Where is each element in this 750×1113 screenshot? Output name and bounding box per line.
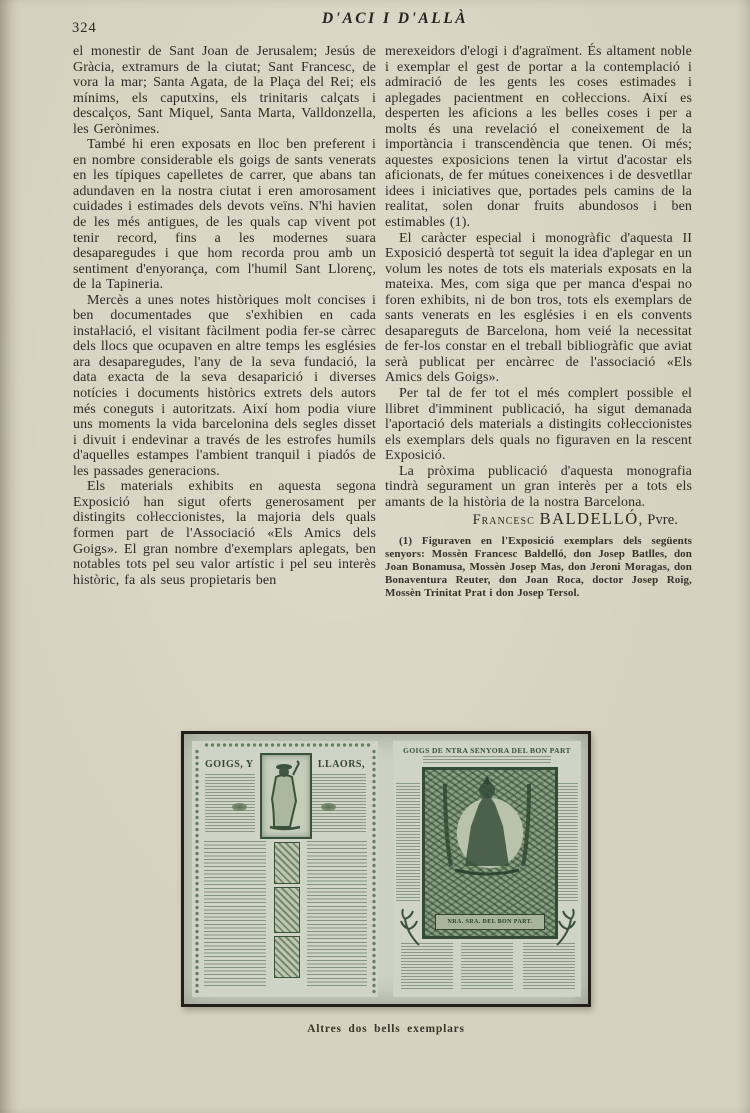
goigs-sheet-right — [393, 741, 581, 997]
author-surname: BALDELLÓ — [539, 509, 639, 529]
journal-title: D'ACI I D'ALLÀ — [321, 10, 469, 27]
goigs-left-title-part2: LLAORS, — [317, 759, 365, 770]
author-signature — [385, 511, 692, 529]
goigs-right-verse-column — [401, 943, 453, 989]
author-first-name: Francesc — [472, 512, 535, 529]
virgin-figure-icon — [425, 774, 549, 914]
text-column-left — [73, 44, 376, 588]
saint-woodcut — [260, 753, 312, 839]
goigs-left-verse-column — [307, 841, 367, 987]
goigs-left-title-part1: GOIGS, Y — [205, 759, 254, 770]
goigs-right-side-text — [396, 783, 420, 901]
virgin-woodcut — [422, 767, 558, 939]
sprig-ornament-icon — [397, 907, 423, 947]
paragraph: el monestir de Sant Joan de Jerusalem; Jesús de Gràcia, extramurs de la ciutat; Sant Francesc, de vora la mar; Santa Agata, de la Plaça del Rei; els mínims, els caputxins, els trinitaris calçats i descalços, Sant Miquel, Santa Marta, Valldonzella, les Gerònimes. — [73, 44, 376, 137]
figure-photo-frame — [181, 731, 591, 1007]
paragraph: El caràcter especial i monogràfic d'aquesta II Exposició despertà tot seguit la idea d'aplegar en un volum les notes de tots els materials exposats en la mateixa. Mes, com siga que per manca d'espai no foren exhibits, ni de bon tros, tots els exemplars de sants venerats en les esglésies i en els convents desapareguts de Barcelona, hom veié la necessitat de fer-los constar en el treball bibliogràfic que aviat serà publicat per encàrrec de l'associació «Els Amics dels Goigs». — [385, 230, 692, 386]
page-number: 324 — [72, 20, 97, 36]
goigs-right-title: GOIGS DE NTRA SENYORA DEL BON PART — [403, 746, 571, 755]
figure-caption: Altres dos bells exemplars — [307, 1023, 465, 1035]
footnote: (1) Figuraven en l'Exposició exemplars dels següents senyors: Mossèn Francesc Baldelló, don Josep Batlles, don Joan Bonamusa, Mossèn Josep Mas, don Jeroni Moragas, don Bonaventura Reuter, don Joan Roca, doctor Josep Roig, Mossèn Trinitat Prat i don Josep Tersol. — [385, 534, 692, 600]
goigs-right-verse-column — [523, 943, 575, 989]
goigs-right-subtitle-text — [423, 756, 551, 764]
paragraph: Els materials exhibits en aquesta segona Exposició han sigut oferts generosament per distingits coŀleccionistes, la majoria dels quals formen part de l'Associació «Els Amics dels Goigs». El gran nombre d'exemplars aplegats, ben notables tots pel seu valor artístic i pel seu interès històric, fa als seus propietaris ben — [73, 479, 376, 588]
ornament-border-left — [194, 749, 200, 993]
goigs-left-center-strip — [272, 839, 302, 989]
goigs-right-verse-column — [461, 943, 513, 989]
author-title: , Pvre. — [638, 512, 678, 529]
paragraph: També hi eren exposats en lloc ben preferent i en nombre considerable els goigs de sants venerats en les típiques capelletes de carrer, que abans tan adundaven en la nostra ciutat i eren amorosament cuidades i estimades dels devots veïns. N'hi havien de les més antigues, de les quals cap vivent pot tenir record, fins a les modernes suara desaparegudes i que hom recorda prou amb un sentiment d'enyorança, com l'humil Sant Llorenç, de la Tapineria. — [73, 137, 376, 293]
goigs-left-intro-text — [312, 774, 366, 832]
paragraph: merexeidors d'elogi i d'agraïment. És altament noble i exemplar el gest de portar a la contemplació i admiració de les gents les coses estimades i aplegades pacientment en coŀleccions. Així es desperten les aficions a les belles coses i per a molts és una revelació el coneixement de la importància i transcendència que tenen. Oi més; aquestes exposicions tenen la virtut d'acostar els aficionats, de fer mútues coneixences i de desvetllar idees i iniciatives que, portades pels camins de la realitat, solen donar fruits abundosos i ben estimables (1). — [385, 44, 692, 231]
text-column-right — [385, 44, 692, 600]
woodcut-plaque: NRA. SRA. DEL BON PART. — [435, 914, 545, 930]
goigs-left-intro-text — [205, 774, 255, 832]
oval-ornament — [321, 803, 336, 811]
oval-ornament — [232, 803, 247, 811]
goigs-left-verse-column — [204, 841, 266, 987]
saint-figure-icon — [262, 755, 306, 833]
paragraph: Mercès a unes notes històriques molt concises i ben documentades que s'exhibien en cada instaŀlació, el visitant fàcilment podia fer-se càrrec dels llocs que ocupaven en altre temps les esglésies ara desaparegudes, l'any de la seva fundació, la data exacta de la seva desaparició i diverses notícies i documents històrics extrets dels autors més coneguts i autoritzats. Així hom podia viure uns moments la vida barcelonina dels segles disset i divuit i endevinar a través de les estrofes humils d'aquelles estampes l'ambient tranquil i piadós de les passades generacions. — [73, 292, 376, 479]
paragraph: La pròxima publicació d'aquesta monografia tindrà segurament un gran interès per a tots els amants de la història de la nostra Barcelona. — [385, 463, 692, 510]
sprig-ornament-icon — [553, 907, 579, 947]
ornament-border-top — [204, 742, 372, 748]
ornament-border-right — [371, 749, 377, 993]
goigs-sheet-left — [192, 741, 378, 997]
goigs-right-side-text — [556, 783, 578, 901]
paragraph: Per tal de fer tot el més complert possible el llibret d'imminent publicació, ha sigut demanada l'aportació dels materials a distingits coŀleccionistes els exemplars dels quals no figuraven en la rescent Exposició. — [385, 386, 692, 464]
